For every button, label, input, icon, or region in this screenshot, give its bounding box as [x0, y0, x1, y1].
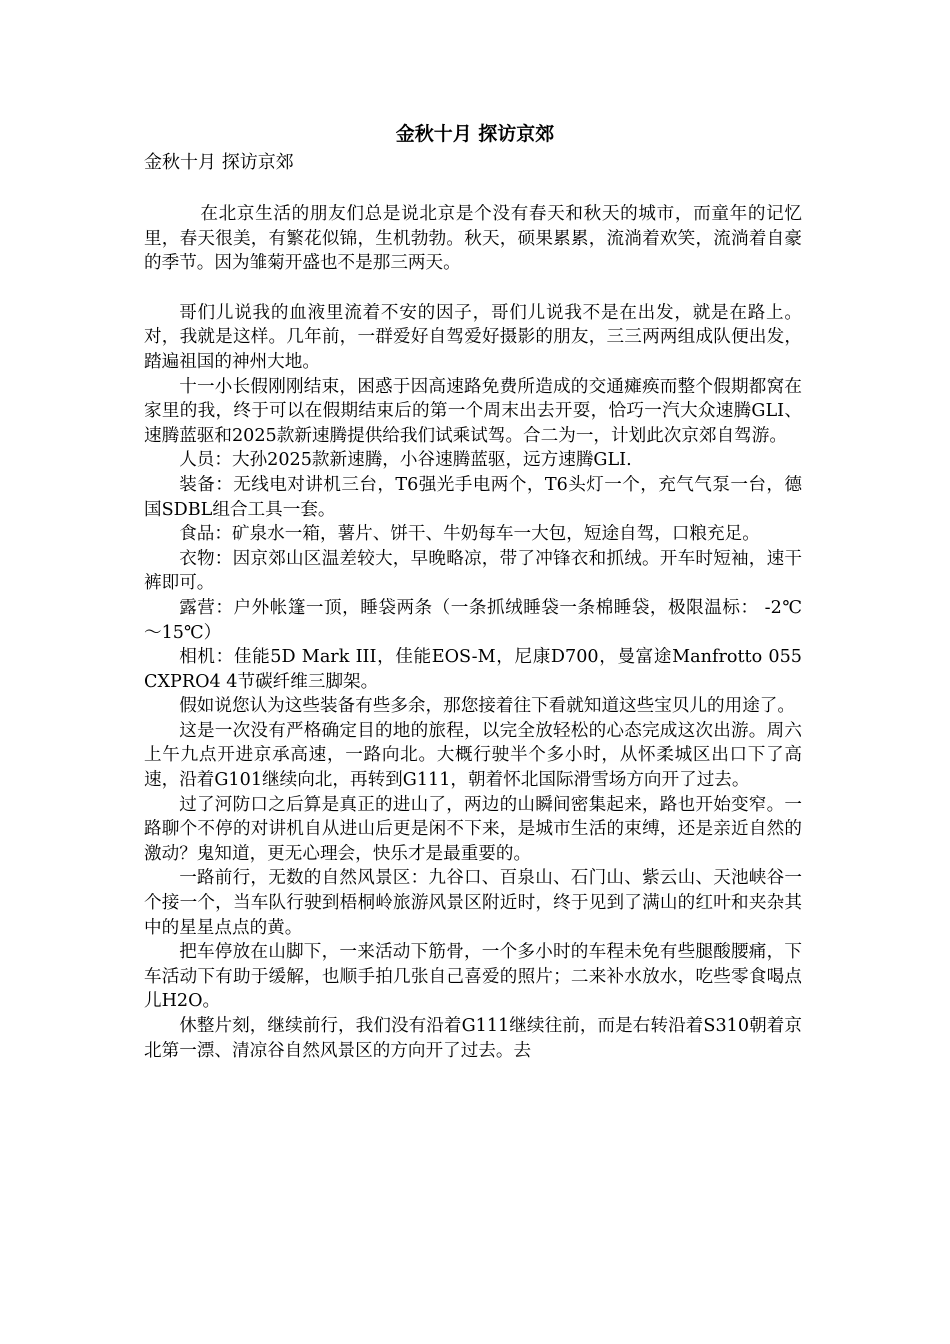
paragraph-camping: 露营：户外帐篷一顶，睡袋两条（一条抓绒睡袋一条棉睡袋，极限温标： -2℃～15℃） — [144, 597, 802, 643]
paragraph: 假如说您认为这些装备有些多余，那您接着往下看就知道这些宝贝儿的用途了。 — [179, 696, 795, 717]
paragraph-clothing: 衣物：因京郊山区温差较大，早晚略凉，带了冲锋衣和抓绒。开车时短袖，速干裤即可。 — [144, 548, 802, 594]
paragraph-equipment: 装备：无线电对讲机三台，T6强光手电两个，T6头灯一个，充气气泵一台，德国SDBL组合工具一套。 — [144, 474, 802, 520]
document-page — [144, 118, 802, 1063]
document-subtitle: 金秋十月 探访京郊 — [144, 152, 294, 173]
paragraph-personnel: 人员：大孙2025款新速腾，小谷速腾蓝驱，远方速腾GLI. — [179, 450, 632, 471]
paragraph-intro: 在北京生活的朋友们总是说北京是个没有春天和秋天的城市，而童年的记忆里，春天很美，有繁花似锦，生机勃勃。秋天，硕果累累，流淌着欢笑，流淌着自豪的季节。因为雏菊开盛也不是那三两天。 — [144, 204, 802, 274]
paragraph: 十一小长假刚刚结束，困惑于因高速路免费所造成的交通瘫痪而整个假期都窝在家里的我，终于可以在假期结束后的第一个周末出去开耍，恰巧一汽大众速腾GLI、速腾蓝驱和2025款新速腾提供给我们试乘试驾。合二为一，计划此次京郊自驾游。 — [144, 376, 802, 446]
paragraph: 哥们儿说我的血液里流着不安的因子，哥们儿说我不是在出发，就是在路上。对，我就是这样。几年前，一群爱好自驾爱好摄影的朋友，三三两两组成队便出发，踏遍祖国的神州大地。 — [144, 302, 802, 372]
paragraph: 这是一次没有严格确定目的地的旅程，以完全放轻松的心态完成这次出游。周六上午九点开进京承高速，一路向北。大概行驶半个多小时，从怀柔城区出口下了高速，沿着G101继续向北，再转到G111，朝着怀北国际滑雪场方向开了过去。 — [144, 720, 802, 791]
paragraph: 休整片刻，继续前行，我们没有沿着G111继续往前，而是右转沿着S310朝着京北第一漂、清凉谷自然风景区的方向开了过去。去 — [144, 1016, 802, 1061]
document-title: 金秋十月 探访京郊 — [395, 123, 555, 145]
paragraph-food: 食品：矿泉水一箱，薯片、饼干、牛奶每车一大包，短途自驾，口粮充足。 — [179, 524, 760, 545]
paragraph: 过了河防口之后算是真正的进山了，两边的山瞬间密集起来，路也开始变窄。一路聊个不停的对讲机自从进山后更是闲不下来，是城市生活的束缚，还是亲近自然的激动？鬼知道，更无心理会，快乐才是最重要的。 — [144, 794, 802, 864]
paragraph-camera: 相机：佳能5D Mark III，佳能EOS-M，尼康D700，曼富途Manfrotto 055CXPRO4 4节碳纤维三脚架。 — [144, 647, 802, 692]
blank-line — [144, 176, 802, 202]
paragraph: 一路前行，无数的自然风景区：九谷口、百泉山、石门山、紫云山、天池峡谷一个接一个，当车队行驶到梧桐岭旅游风景区附近时，终于见到了满山的红叶和夹杂其中的星星点点的黄。 — [144, 868, 802, 938]
blank-line — [144, 276, 802, 301]
paragraph: 把车停放在山脚下，一来活动下筋骨，一个多小时的车程未免有些腿酸腰痛，下车活动下有助于缓解，也顺手拍几张自己喜爱的照片；二来补水放水，吃些零食喝点儿H2O。 — [144, 942, 802, 1012]
